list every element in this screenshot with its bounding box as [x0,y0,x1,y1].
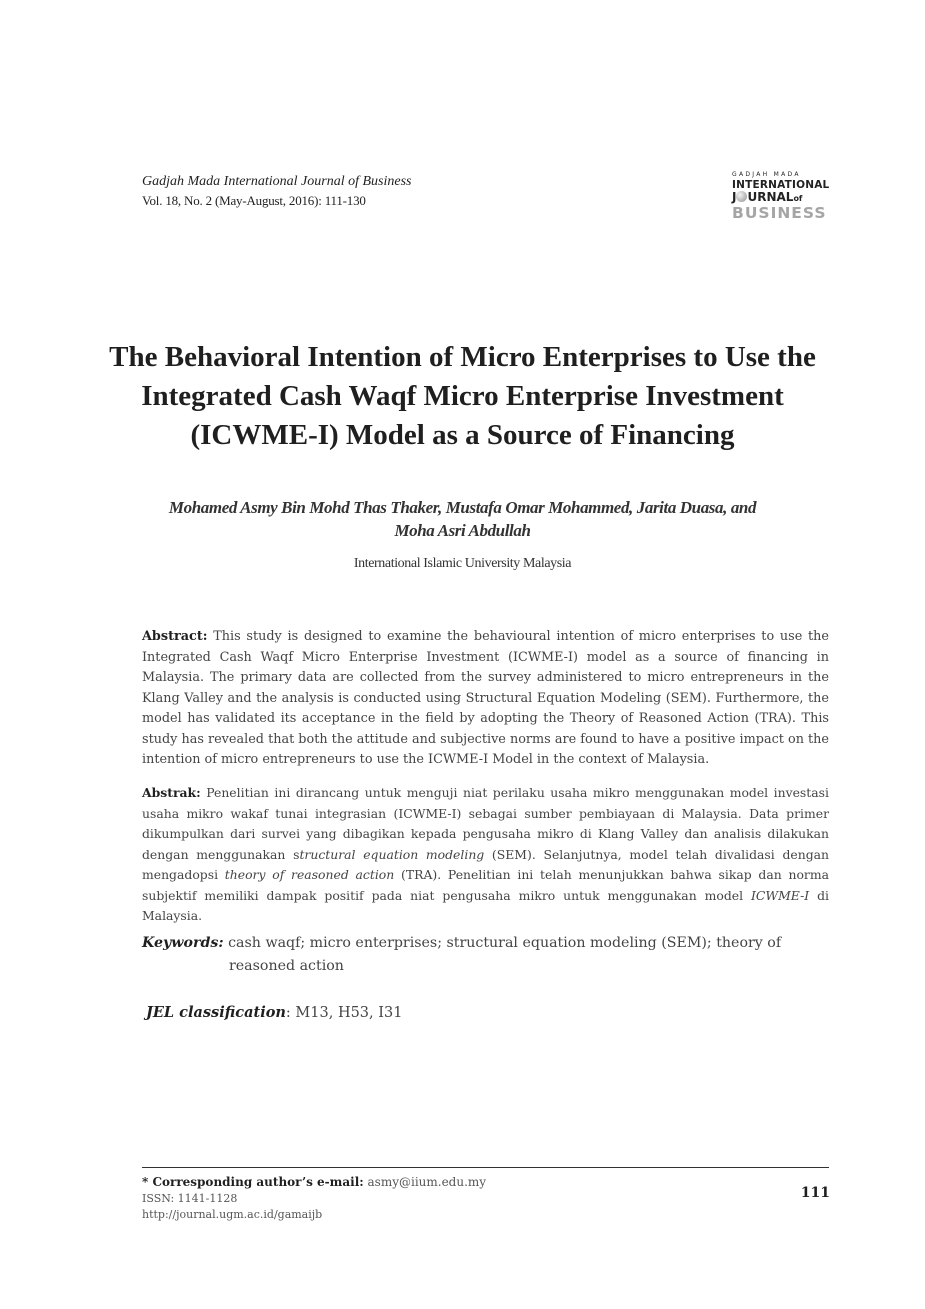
abstract-english [142,627,829,771]
keywords-line-2: reasoned action [229,958,344,974]
jel-classification [146,1004,402,1021]
volume-info: Vol. 18, No. 2 (May-August, 2016): 111-130 [142,193,366,208]
page-number: 111 [800,1185,830,1201]
journal-name: Gadjah Mada International Journal of Business [142,174,412,189]
logo-journal-prefix: J [732,190,737,204]
logo-journal-suffix: URNAL [747,190,794,204]
keywords [142,932,829,978]
footnote-divider [142,1167,829,1168]
corresponding-email[interactable]: asmy@iium.edu.my [367,1175,487,1189]
authors-line-2: Moha Asri Abdullah [394,521,531,540]
abstrak-term-sem: tructural equation modeling [299,846,485,862]
abstrak-label: Abstrak: [142,785,201,800]
footnote [142,1173,486,1223]
jel-colon: : [285,1005,291,1021]
abstract-indonesian [142,783,829,927]
globe-icon [736,191,747,202]
title-line-1: The Behavioral Intention of Micro Enterprises to Use the [109,341,816,373]
abstrak-text-1: Penelitian ini dirancang untuk menguji niat perilaku usaha mikro menggunakan model investasi usaha mikro wakaf tunai integrasian (ICWME-I) sebagai sumber pembiayaan di Malaysia. Data primer dikumpulkan dari survei yang dibagikan kepada pengusaha mikro di Klang Valley dan analisis dilakukan dengan menggunakan s [142,785,829,862]
authors-line-1: Mohamed Asmy Bin Mohd Thas Thaker, Mustafa Omar Mohammed, Jarita Duasa, and [168,498,757,517]
jel-codes: M13, H53, I31 [295,1005,403,1021]
abstrak-text-3: (TRA). Penelitian ini telah menunjukkan bahwa sikap dan norma subjektif memiliki dampak positif pada niat pengusaha mikro untuk menggunakan model [142,867,829,903]
abstract-label: Abstract: [142,629,208,644]
logo-international: INTERNATIONAL [732,179,830,191]
logo-journal [732,191,832,205]
keywords-label: Keywords: [142,935,224,951]
abstrak-text-4: di Malaysia. [142,887,829,923]
title-line-3: (ICWME-I) Model as a Source of Financing [190,419,735,451]
corresponding-author [142,1173,486,1191]
corresponding-label: * Corresponding author’s e-mail: [142,1175,364,1189]
paper-title [60,338,865,455]
affiliation: International Islamic University Malaysia [353,556,572,571]
abstrak-text-2: (SEM). Selanjutnya, model telah divalidasi dengan mengadopsi [142,846,829,882]
journal-url[interactable]: http://journal.ugm.ac.id/gamaijb [142,1208,323,1221]
journal-header [142,172,412,210]
author-list [100,496,825,542]
title-line-2: Integrated Cash Waqf Micro Enterprise Investment [141,380,784,412]
abstrak-term-tra: theory of reasoned action [224,867,395,882]
journal-logo [732,171,832,221]
abstrak-term-model: ICWME-I [751,887,810,903]
logo-top-text: GADJAH MADA [732,171,801,178]
logo-business: BUSINESS [732,204,827,222]
logo-of: of [793,194,803,203]
jel-label: JEL classification [146,1004,286,1021]
keywords-line-1: cash waqf; micro enterprises; structural equation modeling (SEM); theory of [228,935,782,951]
abstract-text: This study is designed to examine the behavioural intention of micro enterprises to use the Integrated Cash Waqf Micro Enterprise Investment (ICWME-I) model as a source of financing in Malaysia. The primary data are collected from the survey administered to micro entrepreneurs in the Klang Valley and the analysis is conducted using Structural Equation Modeling (SEM). Furthermore, the model has validated its acceptance in the field by adopting the Theory of Reasoned Action (TRA). This study has revealed that both the attitude and subjective norms are found to have a positive impact on the intention of micro entrepreneurs to use the ICWME-I Model in the context of Malaysia. [142,629,829,767]
issn: ISSN: 1141-1128 [142,1192,238,1205]
